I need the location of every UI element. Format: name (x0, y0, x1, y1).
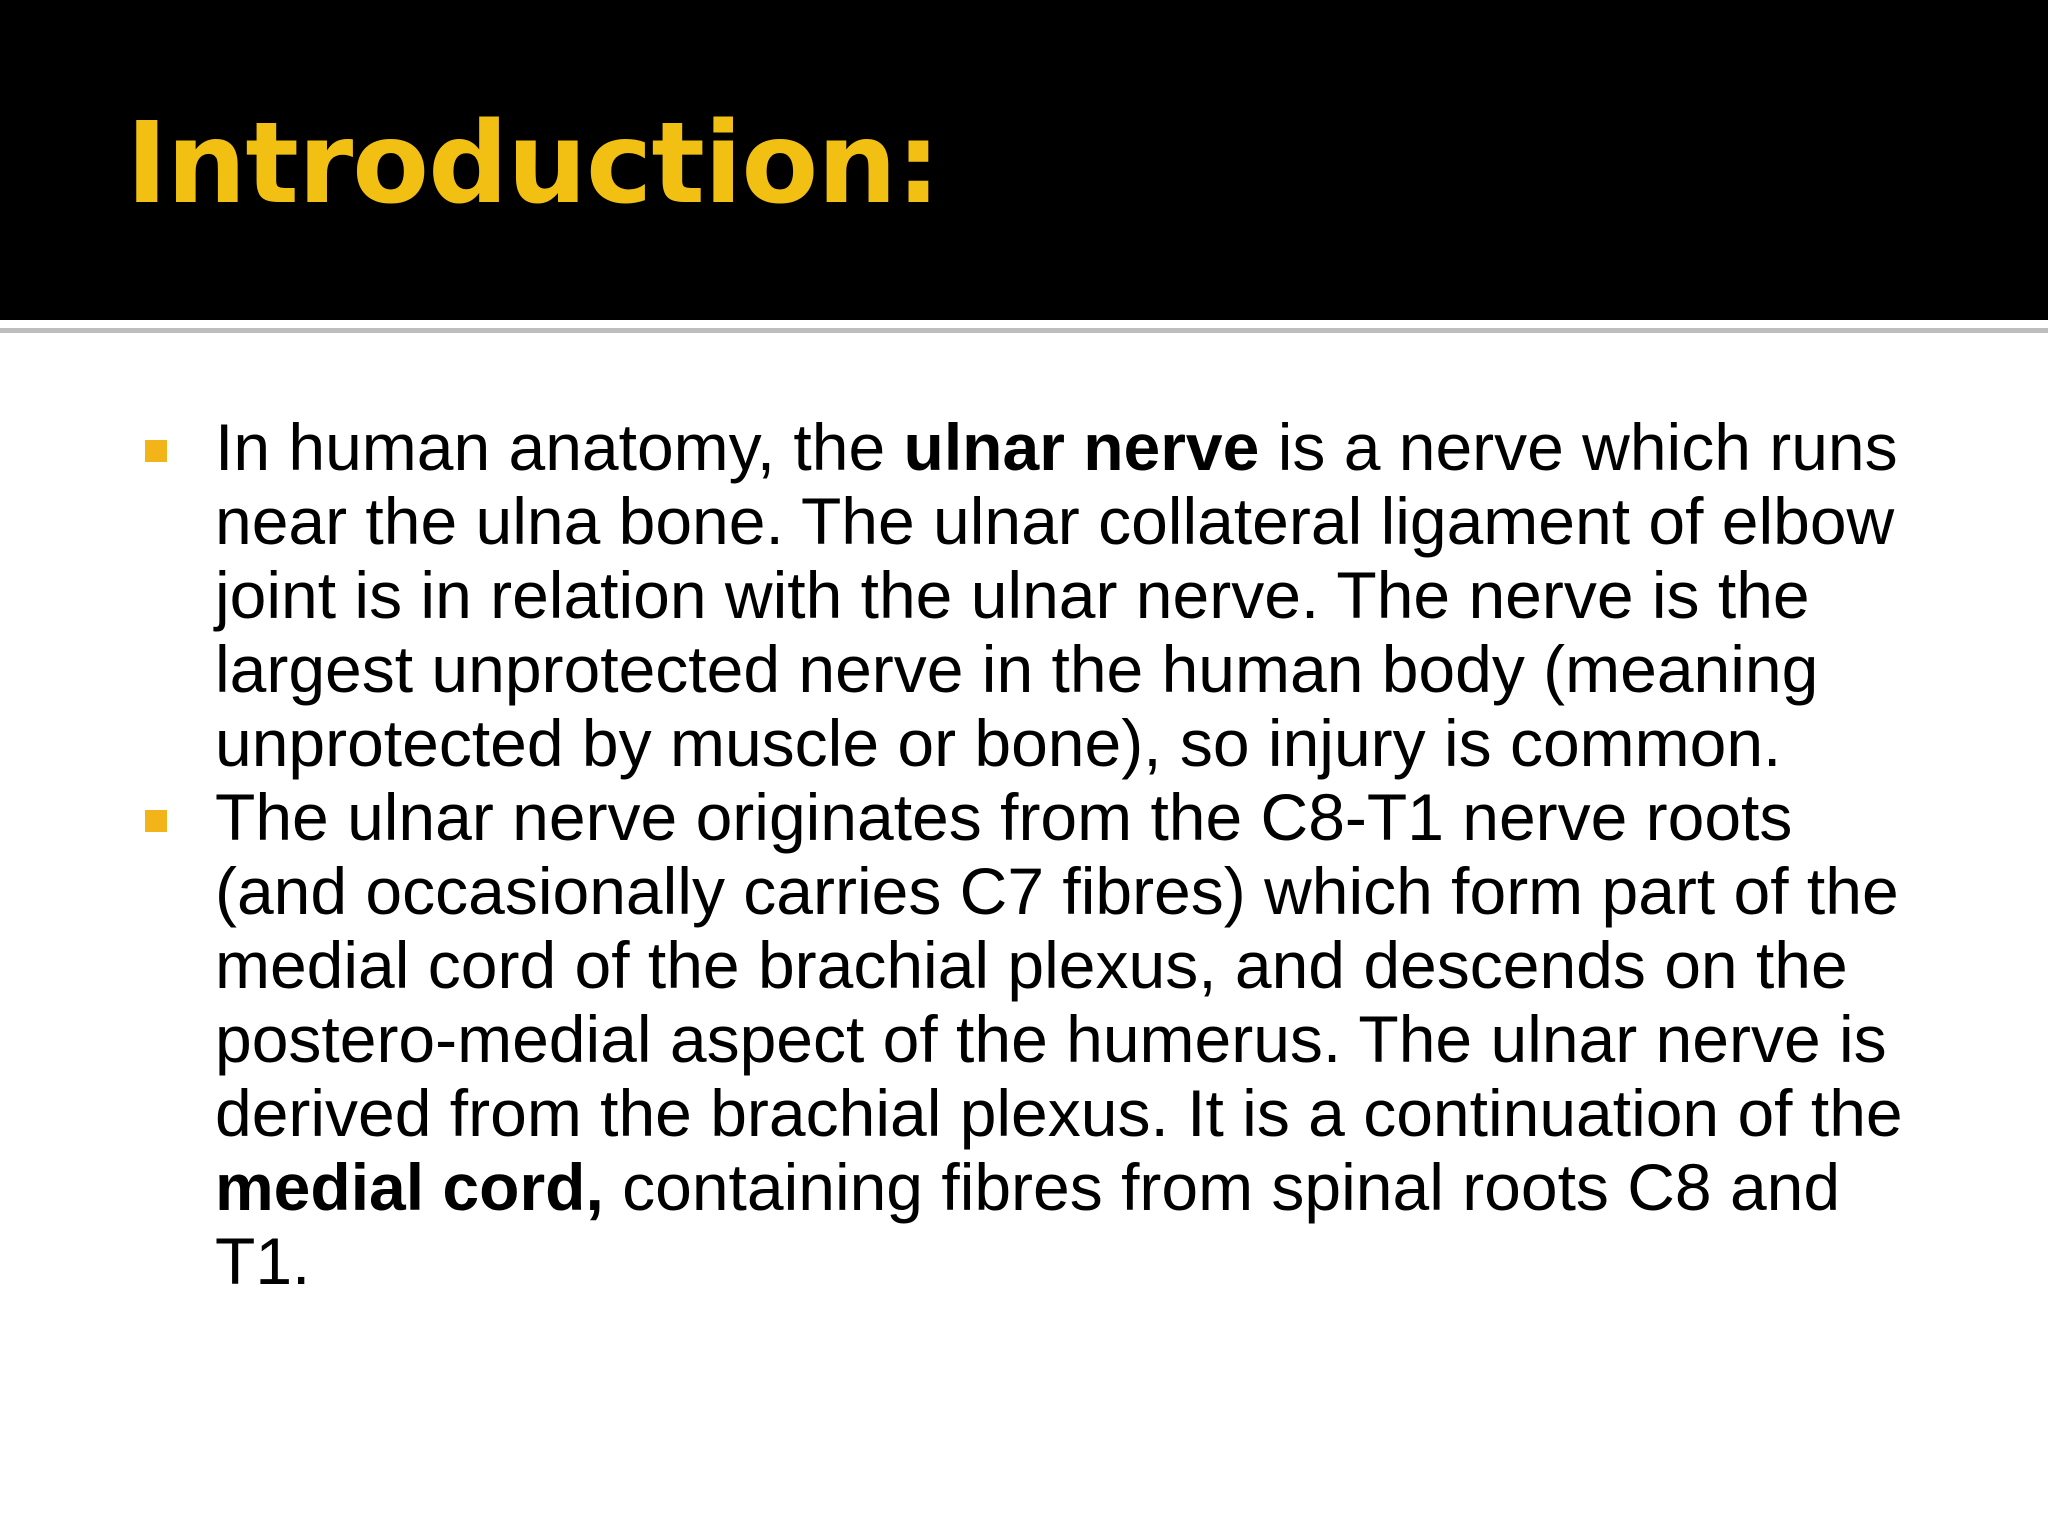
square-bullet-icon (145, 440, 167, 462)
bold-term-medial-cord: medial cord, (215, 1150, 604, 1224)
square-bullet-icon (145, 810, 167, 832)
bullet-text-1 (215, 410, 1915, 780)
bullet-text-segment: The ulnar nerve originates from the C8-T1 nerve roots (and occasionally carries C7 fibres) which form part of the medial cord of the brachial plexus, and descends on the postero-medial aspect of the humerus. The ulnar nerve is derived from the brachial plexus. It is a continuation of the (215, 780, 1903, 1150)
slide-body (145, 410, 1915, 1298)
title-band (0, 0, 2048, 320)
bold-term-ulnar-nerve: ulnar nerve (903, 410, 1260, 484)
title-divider (0, 328, 2048, 333)
bullet-text-segment: In human anatomy, the (215, 410, 904, 484)
bullet-item-2 (145, 780, 1915, 1298)
bullet-item-1 (145, 410, 1915, 780)
slide-title: Introduction: (126, 99, 940, 229)
bullet-text-segment: containing fibres from spinal roots C8 and T1. (215, 1150, 1841, 1298)
bullet-text-2 (215, 780, 1915, 1298)
bullet-text-segment: is a nerve which runs near the ulna bone. The ulnar collateral ligament of elbow joint is in relation with the ulnar nerve. The nerve is the largest unprotected nerve in the human body (meaning unprotected by muscle or bone), so injury is common. (215, 410, 1898, 780)
